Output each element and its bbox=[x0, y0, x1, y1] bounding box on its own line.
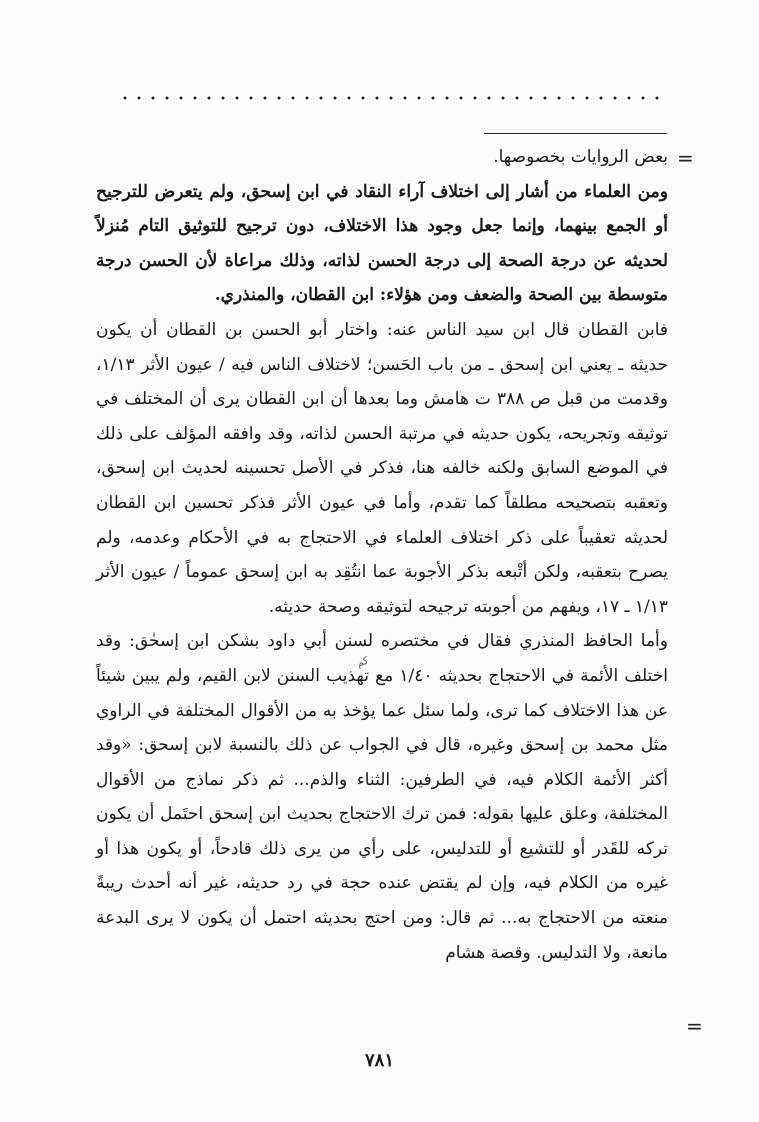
footnote-paragraph-2: فابن القطان قال ابن سيد الناس عنه: واختار أبو الحسن بن القطان أن يكون حديثه ـ يعني ابن إسحق ـ من باب الحَسن؛ لاختلاف الناس فيه / عيون الأثر ١/١٣، وقدمت من قبل ص ٣٨٨ ت هامش وما بعدها أن ابن القطان يرى أن المختلف في توثيقه وتجريحه، يكون حديثه في مرتبة الحسن لذاته، وقد وافقه المؤلف على ذلك في الموضع السابق ولكنه خالفه هنا، فذكر في الأصل تحسينه لحديث ابن إسحق، وتعقبه بتصحيحه مطلقاً كما تقدم، وأما في عيون الأثر فذكر تحسين ابن القطان لحديثه تعقيباً على ذكر اختلاف العلماء في الاحتجاج به في الأحكام وعدمه، ولم يصرح بتعقبه، ولكن أتْبعه بذكر الأجوبة عما انتُقِد به ابن إسحق عموماً / عيون الأثر ١/١٣ ـ ١٧، ويفهم من أجوبته ترجيحه لتوثيقه وصحة حديثه. bbox=[96, 319, 669, 617]
handwritten-annotation-icon: ﻛﻢ bbox=[355, 655, 370, 670]
footnote-first-line: بعض الروايات بخصوصها. bbox=[493, 147, 668, 167]
footnote-paragraph-3: وأما الحافظ المنذري فقال في مختصره لسنن أبي داود بشكن ابن إسحٰق: وقد اختلف الأئمة في الاحتجاج بحديثه ١/٤٠ مع تهذيب السنن لابن القيم، ولم يبين شيئاً عن هذا الاختلاف كما ترى، ولما سئل عما يؤخذ به من الأقوال المختلفة في الراوي مثل محمد بن إسحق وغيره، قال في الجواب عن ذلك بالنسبة لابن إسحق: «وقد أكثر الأئمة الكلام فيه، في الطرفين: الثناء والذم... ثم ذكر نماذج من الأقوال المختلفة، وعلق عليها بقوله: فمن ترك الاحتجاج بحديث ابن إسحق احتَمل أن يكون تركه للقَدر أو للتشيع أو للتدليس، على رأي من يرى ذلك قادحاً، أو يكون هذا أو غيره من الكلام فيه، وإن لم يقتض عنده حجة في رد حديثه، غير أنه أحدث ريبةً منعته من الاحتجاج به... ثم قال: ومن احتج بحديثه احتمل أن يكون لا يرى البدعة مانعة، ولا التدليس. وقصة هشام bbox=[96, 631, 668, 963]
continuation-mark-bottom: = bbox=[686, 1014, 703, 1038]
footnote-rule bbox=[484, 133, 667, 134]
footnote-paragraph-1: ومن العلماء من أشار إلى اختلاف آراء النقاد في ابن إسحق، ولم يتعرض للترجيح أو الجمع بينهما، وإنما جعل وجود هذا الاختلاف، دون ترجيح للتوثيق التام مُنزلاً لحديثه عن درجة الصحة إلى درجة الحسن لذاته، وذلك مراعاة لأن الحسن درجة متوسطة بين الصحة والضعف ومن هؤلاء: ابن القطان، والمنذري. bbox=[96, 181, 668, 306]
dotted-separator bbox=[118, 96, 666, 100]
continuation-mark-top: = bbox=[677, 146, 694, 170]
footnote-text bbox=[96, 140, 668, 970]
page-number: ٧٨١ bbox=[364, 1050, 394, 1071]
